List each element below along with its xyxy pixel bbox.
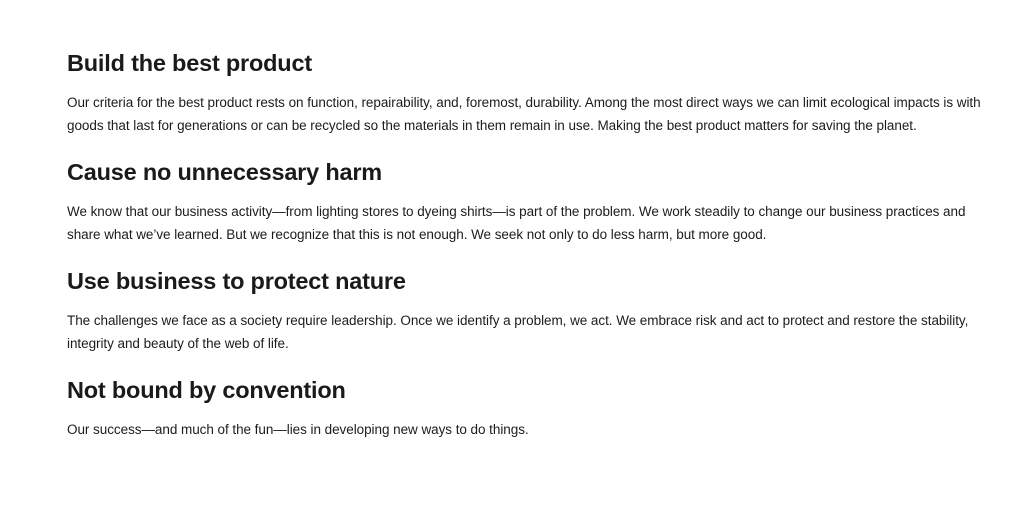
value-description: We know that our business activity—from lighting stores to dyeing shirts—is part of the problem. We work steadily to change our business practices and share what we’ve learned. But we recognize that this is not enough. We seek not only to do less harm, but more good. — [67, 204, 966, 242]
core-values-section — [67, 48, 1002, 441]
value-description: Our success—and much of the fun—lies in developing new ways to do things. — [67, 422, 529, 437]
value-heading: Build the best product — [67, 50, 312, 76]
value-heading: Not bound by convention — [67, 377, 346, 403]
value-protect-nature — [67, 266, 1002, 355]
value-heading: Use business to protect nature — [67, 268, 406, 294]
value-description: Our criteria for the best product rests on function, repairability, and, foremost, durability. Among the most direct ways we can limit ecological impacts is with goods that last for generations or can be recycled so the materials in them remain in use. Making the best product matters for saving the planet. — [67, 95, 981, 133]
value-description: The challenges we face as a society require leadership. Once we identify a problem, we act. We embrace risk and act to protect and restore the stability, integrity and beauty of the web of life. — [67, 313, 969, 351]
value-cause-no-harm — [67, 157, 1002, 246]
value-not-bound-by-convention — [67, 375, 1002, 441]
value-heading: Cause no unnecessary harm — [67, 159, 382, 185]
value-build-best-product — [67, 48, 1002, 137]
